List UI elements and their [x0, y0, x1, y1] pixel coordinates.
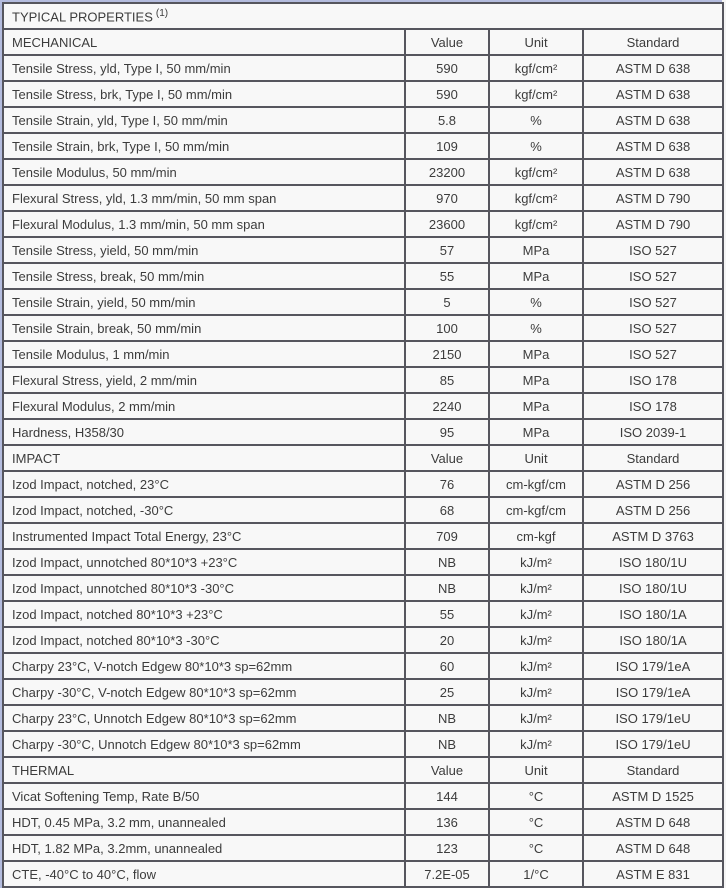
standard-cell: ISO 180/1A — [583, 627, 723, 653]
property-cell: Vicat Softening Temp, Rate B/50 — [3, 783, 405, 809]
unit-cell: % — [489, 315, 583, 341]
table-row — [3, 367, 723, 393]
value-cell: 2240 — [405, 393, 489, 419]
property-cell: HDT, 1.82 MPa, 3.2mm, unannealed — [3, 835, 405, 861]
value-cell: 2150 — [405, 341, 489, 367]
property-cell: Flexural Stress, yld, 1.3 mm/min, 50 mm span — [3, 185, 405, 211]
property-cell: CTE, -40°C to 40°C, flow — [3, 861, 405, 887]
table-row — [3, 861, 723, 887]
table-row — [3, 679, 723, 705]
value-cell: 20 — [405, 627, 489, 653]
table-row — [3, 705, 723, 731]
table-row — [3, 601, 723, 627]
property-cell: Izod Impact, unnotched 80*10*3 -30°C — [3, 575, 405, 601]
table-row — [3, 81, 723, 107]
value-cell: 144 — [405, 783, 489, 809]
value-cell: 136 — [405, 809, 489, 835]
standard-cell: ASTM D 638 — [583, 55, 723, 81]
table-body — [3, 3, 723, 887]
unit-cell: kJ/m² — [489, 731, 583, 757]
column-header-unit: Unit — [489, 757, 583, 783]
table-row — [3, 55, 723, 81]
property-cell: Tensile Strain, yld, Type I, 50 mm/min — [3, 107, 405, 133]
section-header-row — [3, 445, 723, 471]
unit-cell: °C — [489, 809, 583, 835]
standard-cell: ISO 179/1eU — [583, 731, 723, 757]
property-cell: Flexural Modulus, 2 mm/min — [3, 393, 405, 419]
property-cell: Izod Impact, unnotched 80*10*3 +23°C — [3, 549, 405, 575]
table-title-text: TYPICAL PROPERTIES — [12, 9, 153, 25]
standard-cell: ISO 179/1eU — [583, 705, 723, 731]
unit-cell: °C — [489, 783, 583, 809]
table-row — [3, 809, 723, 835]
value-cell: 123 — [405, 835, 489, 861]
standard-cell: ISO 527 — [583, 341, 723, 367]
value-cell: 60 — [405, 653, 489, 679]
property-cell: Charpy -30°C, Unnotch Edgew 80*10*3 sp=62mm — [3, 731, 405, 757]
section-name: MECHANICAL — [3, 29, 405, 55]
unit-cell: kJ/m² — [489, 705, 583, 731]
table-row — [3, 107, 723, 133]
table-row — [3, 263, 723, 289]
column-header-value: Value — [405, 757, 489, 783]
property-cell: Izod Impact, notched, -30°C — [3, 497, 405, 523]
table-row — [3, 835, 723, 861]
table-row — [3, 211, 723, 237]
unit-cell: MPa — [489, 237, 583, 263]
property-cell: Izod Impact, notched 80*10*3 -30°C — [3, 627, 405, 653]
column-header-unit: Unit — [489, 445, 583, 471]
table-row — [3, 783, 723, 809]
property-cell: Charpy -30°C, V-notch Edgew 80*10*3 sp=62mm — [3, 679, 405, 705]
unit-cell: kgf/cm² — [489, 81, 583, 107]
table-row — [3, 653, 723, 679]
property-cell: Tensile Modulus, 1 mm/min — [3, 341, 405, 367]
table-title — [3, 3, 723, 29]
table-row — [3, 289, 723, 315]
property-cell: Tensile Strain, brk, Type I, 50 mm/min — [3, 133, 405, 159]
table-row — [3, 549, 723, 575]
unit-cell: kJ/m² — [489, 549, 583, 575]
unit-cell: 1/°C — [489, 861, 583, 887]
value-cell: 55 — [405, 263, 489, 289]
table-row — [3, 731, 723, 757]
property-cell: Instrumented Impact Total Energy, 23°C — [3, 523, 405, 549]
unit-cell: cm-kgf/cm — [489, 471, 583, 497]
property-cell: Charpy 23°C, V-notch Edgew 80*10*3 sp=62mm — [3, 653, 405, 679]
unit-cell: kJ/m² — [489, 653, 583, 679]
standard-cell: ISO 527 — [583, 315, 723, 341]
unit-cell: % — [489, 289, 583, 315]
value-cell: 590 — [405, 55, 489, 81]
property-cell: Tensile Stress, yld, Type I, 50 mm/min — [3, 55, 405, 81]
unit-cell: kJ/m² — [489, 627, 583, 653]
property-cell: Tensile Modulus, 50 mm/min — [3, 159, 405, 185]
table-row — [3, 159, 723, 185]
table-row — [3, 471, 723, 497]
standard-cell: ASTM D 790 — [583, 185, 723, 211]
value-cell: 590 — [405, 81, 489, 107]
value-cell: NB — [405, 731, 489, 757]
table-row — [3, 419, 723, 445]
value-cell: NB — [405, 549, 489, 575]
value-cell: 25 — [405, 679, 489, 705]
standard-cell: ISO 527 — [583, 289, 723, 315]
standard-cell: ISO 180/1U — [583, 575, 723, 601]
table-row — [3, 315, 723, 341]
property-cell: Tensile Strain, break, 50 mm/min — [3, 315, 405, 341]
unit-cell: °C — [489, 835, 583, 861]
standard-cell: ISO 179/1eA — [583, 653, 723, 679]
table-row — [3, 341, 723, 367]
value-cell: 7.2E-05 — [405, 861, 489, 887]
value-cell: 95 — [405, 419, 489, 445]
unit-cell: MPa — [489, 263, 583, 289]
unit-cell: cm-kgf — [489, 523, 583, 549]
unit-cell: % — [489, 133, 583, 159]
standard-cell: ISO 178 — [583, 393, 723, 419]
table-row — [3, 393, 723, 419]
standard-cell: ISO 2039-1 — [583, 419, 723, 445]
section-name: THERMAL — [3, 757, 405, 783]
standard-cell: ASTM D 256 — [583, 471, 723, 497]
property-cell: Izod Impact, notched 80*10*3 +23°C — [3, 601, 405, 627]
value-cell: 709 — [405, 523, 489, 549]
table-row — [3, 627, 723, 653]
unit-cell: MPa — [489, 393, 583, 419]
table-row — [3, 575, 723, 601]
value-cell: 76 — [405, 471, 489, 497]
table-row — [3, 237, 723, 263]
standard-cell: ASTM D 3763 — [583, 523, 723, 549]
unit-cell: kJ/m² — [489, 679, 583, 705]
standard-cell: ISO 180/1A — [583, 601, 723, 627]
standard-cell: ISO 179/1eA — [583, 679, 723, 705]
value-cell: NB — [405, 575, 489, 601]
column-header-standard: Standard — [583, 757, 723, 783]
value-cell: 970 — [405, 185, 489, 211]
property-cell: Flexural Stress, yield, 2 mm/min — [3, 367, 405, 393]
property-cell: Tensile Strain, yield, 50 mm/min — [3, 289, 405, 315]
value-cell: NB — [405, 705, 489, 731]
standard-cell: ASTM D 638 — [583, 133, 723, 159]
unit-cell: MPa — [489, 341, 583, 367]
standard-cell: ASTM E 831 — [583, 861, 723, 887]
standard-cell: ASTM D 648 — [583, 835, 723, 861]
standard-cell: ASTM D 638 — [583, 107, 723, 133]
standard-cell: ISO 178 — [583, 367, 723, 393]
value-cell: 85 — [405, 367, 489, 393]
section-header-row — [3, 29, 723, 55]
properties-table — [2, 2, 724, 888]
table-row — [3, 185, 723, 211]
unit-cell: % — [489, 107, 583, 133]
unit-cell: kJ/m² — [489, 575, 583, 601]
standard-cell: ASTM D 638 — [583, 159, 723, 185]
property-cell: Tensile Stress, brk, Type I, 50 mm/min — [3, 81, 405, 107]
column-header-unit: Unit — [489, 29, 583, 55]
property-cell: Tensile Stress, break, 50 mm/min — [3, 263, 405, 289]
title-row — [3, 3, 723, 29]
unit-cell: kgf/cm² — [489, 211, 583, 237]
column-header-value: Value — [405, 445, 489, 471]
section-header-row — [3, 757, 723, 783]
standard-cell: ISO 527 — [583, 237, 723, 263]
unit-cell: kgf/cm² — [489, 185, 583, 211]
unit-cell: kJ/m² — [489, 601, 583, 627]
property-cell: Flexural Modulus, 1.3 mm/min, 50 mm span — [3, 211, 405, 237]
standard-cell: ASTM D 1525 — [583, 783, 723, 809]
standard-cell: ASTM D 638 — [583, 81, 723, 107]
property-cell: Hardness, H358/30 — [3, 419, 405, 445]
standard-cell: ASTM D 256 — [583, 497, 723, 523]
section-name: IMPACT — [3, 445, 405, 471]
footnote-marker: (1) — [155, 7, 169, 19]
unit-cell: cm-kgf/cm — [489, 497, 583, 523]
value-cell: 5 — [405, 289, 489, 315]
value-cell: 100 — [405, 315, 489, 341]
unit-cell: kgf/cm² — [489, 159, 583, 185]
table-row — [3, 497, 723, 523]
standard-cell: ISO 527 — [583, 263, 723, 289]
table-row — [3, 133, 723, 159]
column-header-standard: Standard — [583, 445, 723, 471]
unit-cell: MPa — [489, 367, 583, 393]
standard-cell: ASTM D 790 — [583, 211, 723, 237]
value-cell: 109 — [405, 133, 489, 159]
unit-cell: kgf/cm² — [489, 55, 583, 81]
table-row — [3, 523, 723, 549]
column-header-standard: Standard — [583, 29, 723, 55]
property-cell: Izod Impact, notched, 23°C — [3, 471, 405, 497]
property-cell: Charpy 23°C, Unnotch Edgew 80*10*3 sp=62mm — [3, 705, 405, 731]
standard-cell: ASTM D 648 — [583, 809, 723, 835]
value-cell: 57 — [405, 237, 489, 263]
value-cell: 68 — [405, 497, 489, 523]
column-header-value: Value — [405, 29, 489, 55]
unit-cell: MPa — [489, 419, 583, 445]
value-cell: 23600 — [405, 211, 489, 237]
property-cell: HDT, 0.45 MPa, 3.2 mm, unannealed — [3, 809, 405, 835]
value-cell: 55 — [405, 601, 489, 627]
property-cell: Tensile Stress, yield, 50 mm/min — [3, 237, 405, 263]
value-cell: 5.8 — [405, 107, 489, 133]
value-cell: 23200 — [405, 159, 489, 185]
standard-cell: ISO 180/1U — [583, 549, 723, 575]
